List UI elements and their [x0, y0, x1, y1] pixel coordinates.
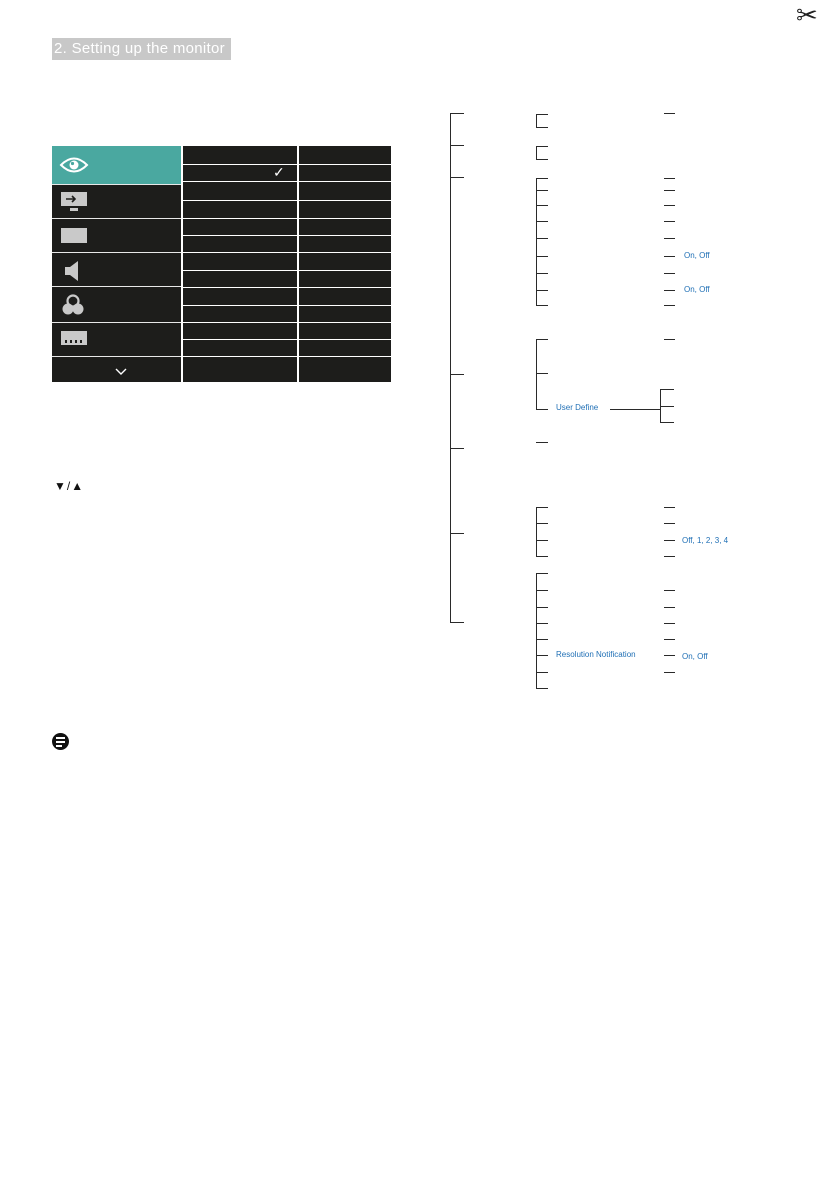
osd-value-row-line [299, 218, 391, 219]
section-title: 2. Setting up the monitor [52, 38, 231, 60]
osd-submenu-row-line [183, 305, 297, 306]
osd-submenu-row-line [183, 218, 297, 219]
osd-value-row-line [299, 339, 391, 340]
osd-submenu-row-line [183, 339, 297, 340]
note-icon [52, 733, 69, 750]
osd-value-row-line [299, 356, 391, 357]
scissors-icon: ✂ [796, 0, 818, 30]
option-on-off-label: On, Off [684, 285, 710, 294]
osd-submenu-row-line [183, 356, 297, 357]
osd-tab-divider [52, 218, 181, 219]
tree-trunk [450, 113, 451, 623]
option-on-off-label: On, Off [684, 251, 710, 260]
osd-submenu-row-line [183, 322, 297, 323]
option-off-list-label: Off, 1, 2, 3, 4 [682, 536, 729, 545]
down-up-arrow-icons: ▼/▲ [54, 479, 85, 493]
input-icon[interactable] [60, 191, 88, 213]
chevron-down-icon[interactable] [115, 368, 127, 375]
osd-tab-divider [52, 356, 181, 357]
osd-submenu-row-line [183, 200, 297, 201]
resolution-notification-label: Resolution Notification [556, 650, 636, 659]
osd-tab-divider [52, 252, 181, 253]
setup-icon[interactable] [60, 330, 88, 348]
check-icon: ✓ [273, 164, 285, 180]
osd-submenu-row-line [183, 270, 297, 271]
osd-value-row-line [299, 287, 391, 288]
osd-tab-divider [52, 322, 181, 323]
osd-submenu-row-line [183, 181, 297, 182]
osd-tab-divider [52, 286, 181, 287]
osd-value-row-line [299, 235, 391, 236]
osd-value-row-line [299, 200, 391, 201]
osd-value-row-line [299, 164, 391, 165]
osd-menu [52, 146, 391, 382]
osd-submenu-row-line [183, 252, 297, 253]
osd-tab-divider [52, 184, 181, 185]
speaker-icon[interactable] [64, 260, 82, 282]
picture-icon[interactable] [60, 227, 88, 245]
color-icon[interactable] [61, 294, 85, 316]
osd-value-row-line [299, 322, 391, 323]
user-define-label: User Define [556, 403, 599, 412]
osd-value-row-line [299, 181, 391, 182]
eye-icon [59, 154, 89, 176]
osd-submenu-row-line [183, 287, 297, 288]
option-on-off-label: On, Off [682, 652, 708, 661]
osd-value-row-line [299, 270, 391, 271]
osd-value-row-line [299, 305, 391, 306]
osd-value-row-line [299, 252, 391, 253]
osd-submenu-row-line [183, 235, 297, 236]
